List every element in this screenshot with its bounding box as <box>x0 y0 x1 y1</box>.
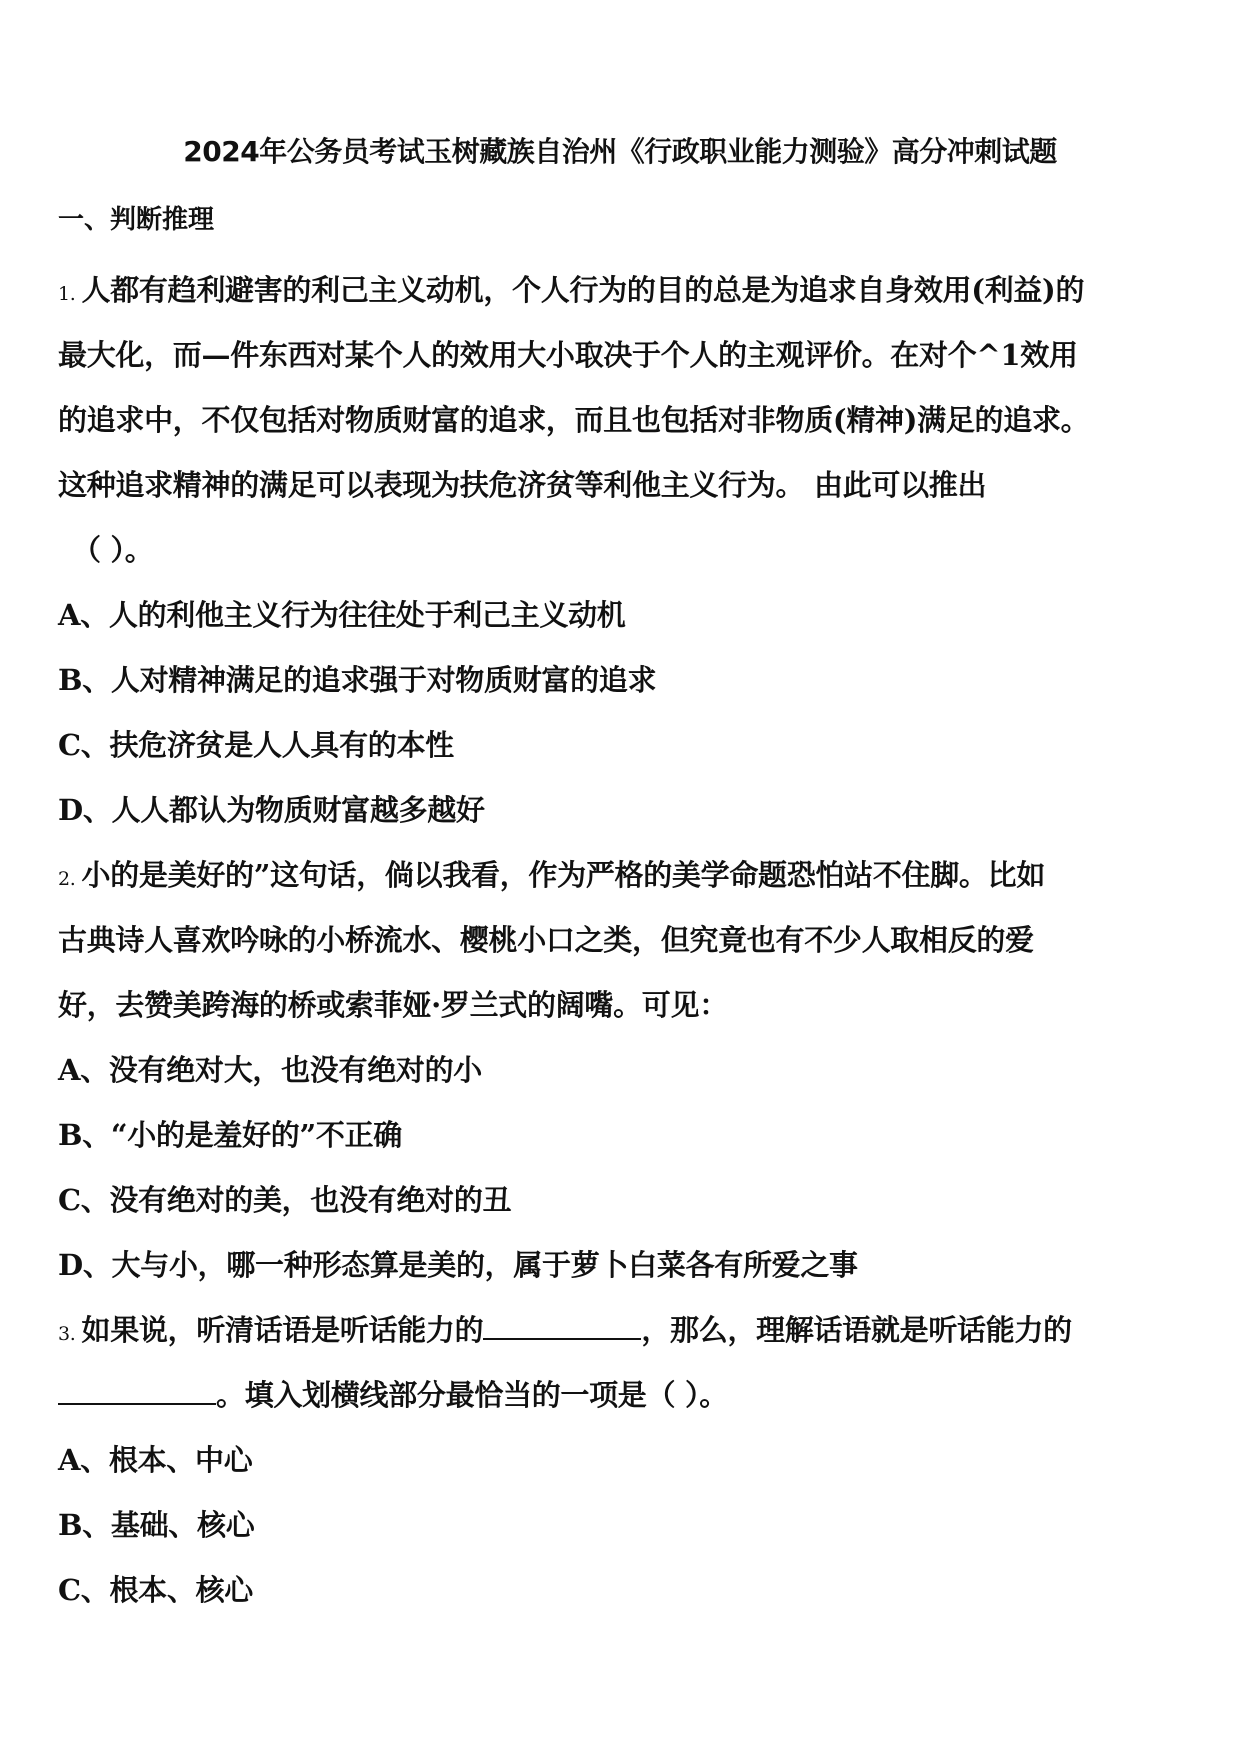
q2-stem-line <box>58 843 1188 908</box>
q2-option-b: B、“小的是羞好的”不正确 <box>58 1118 402 1152</box>
question-list <box>58 258 1188 1623</box>
q2-number: 2. <box>58 868 76 890</box>
q3-stem-text-2: ，那么，理解话语就是听话能力的 <box>641 1313 1072 1347</box>
q3-stem-text-3: 。填入划横线部分最恰当的一项是（ ）。 <box>216 1378 728 1412</box>
q1-stem-line: 这种追求精神的满足可以表现为扶危济贫等利他主义行为。 由此可以推出 <box>58 468 987 502</box>
q1-stem-line: 的追求中，不仅包括对物质财富的追求，而且也包括对非物质(精神)满足的追求。 <box>58 403 1090 437</box>
q3-option-b: B、基础、核心 <box>58 1508 255 1542</box>
q3-option-a: A、根本、中心 <box>58 1443 253 1477</box>
q1-option-a: A、人的利他主义行为往往处于利己主义动机 <box>58 598 626 632</box>
q2-option-c: C、没有绝对的美，也没有绝对的丑 <box>58 1183 512 1217</box>
section-heading: 一、判断推理 <box>58 205 215 235</box>
q3-option-c: C、根本、核心 <box>58 1573 253 1607</box>
q2-stem-text: 小的是美好的”这句话，倘以我看，作为严格的美学命题恐怕站不住脚。比如 <box>81 858 1046 892</box>
q1-stem-line: 最大化，而—件东西对某个人的效用大小取决于个人的主观评价。在对个^1效用 <box>58 338 1078 372</box>
q3-stem-line <box>58 1363 1188 1428</box>
document-title: 2024年公务员考试玉树藏族自治州《行政职业能力测验》高分冲刺试题 <box>183 135 1057 168</box>
q3-stem-line <box>58 1298 1188 1363</box>
q1-option-c: C、扶危济贫是人人具有的本性 <box>58 728 454 762</box>
q3-number: 3. <box>58 1323 76 1345</box>
q2-stem-line: 古典诗人喜欢吟咏的小桥流水、樱桃小口之类，但究竟也有不少人取相反的爱 <box>58 923 1034 957</box>
q1-option-d: D、人人都认为物质财富越多越好 <box>58 793 485 827</box>
q2-option-a: A、没有绝对大，也没有绝对的小 <box>58 1053 483 1087</box>
q1-stem-text: 人都有趋利避害的利己主义动机，个人行为的目的总是为追求自身效用(利益)的 <box>81 273 1085 307</box>
q1-answer-bracket: （ ）。 <box>72 533 154 567</box>
q2-stem-line: 好，去赞美跨海的桥或索菲娅·罗兰式的阔嘴。可见： <box>58 988 728 1022</box>
q3-stem-text-1: 如果说，听清话语是听话能力的 <box>81 1313 484 1347</box>
q1-stem-line <box>58 258 1188 323</box>
q1-number: 1. <box>58 283 76 305</box>
q1-option-b: B、人对精神满足的追求强于对物质财富的追求 <box>58 663 657 697</box>
q2-option-d: D、大与小，哪一种形态算是美的，属于萝卜白菜各有所爱之事 <box>58 1248 858 1282</box>
q3-blank-1 <box>483 1314 641 1340</box>
q3-blank-2 <box>58 1379 216 1405</box>
